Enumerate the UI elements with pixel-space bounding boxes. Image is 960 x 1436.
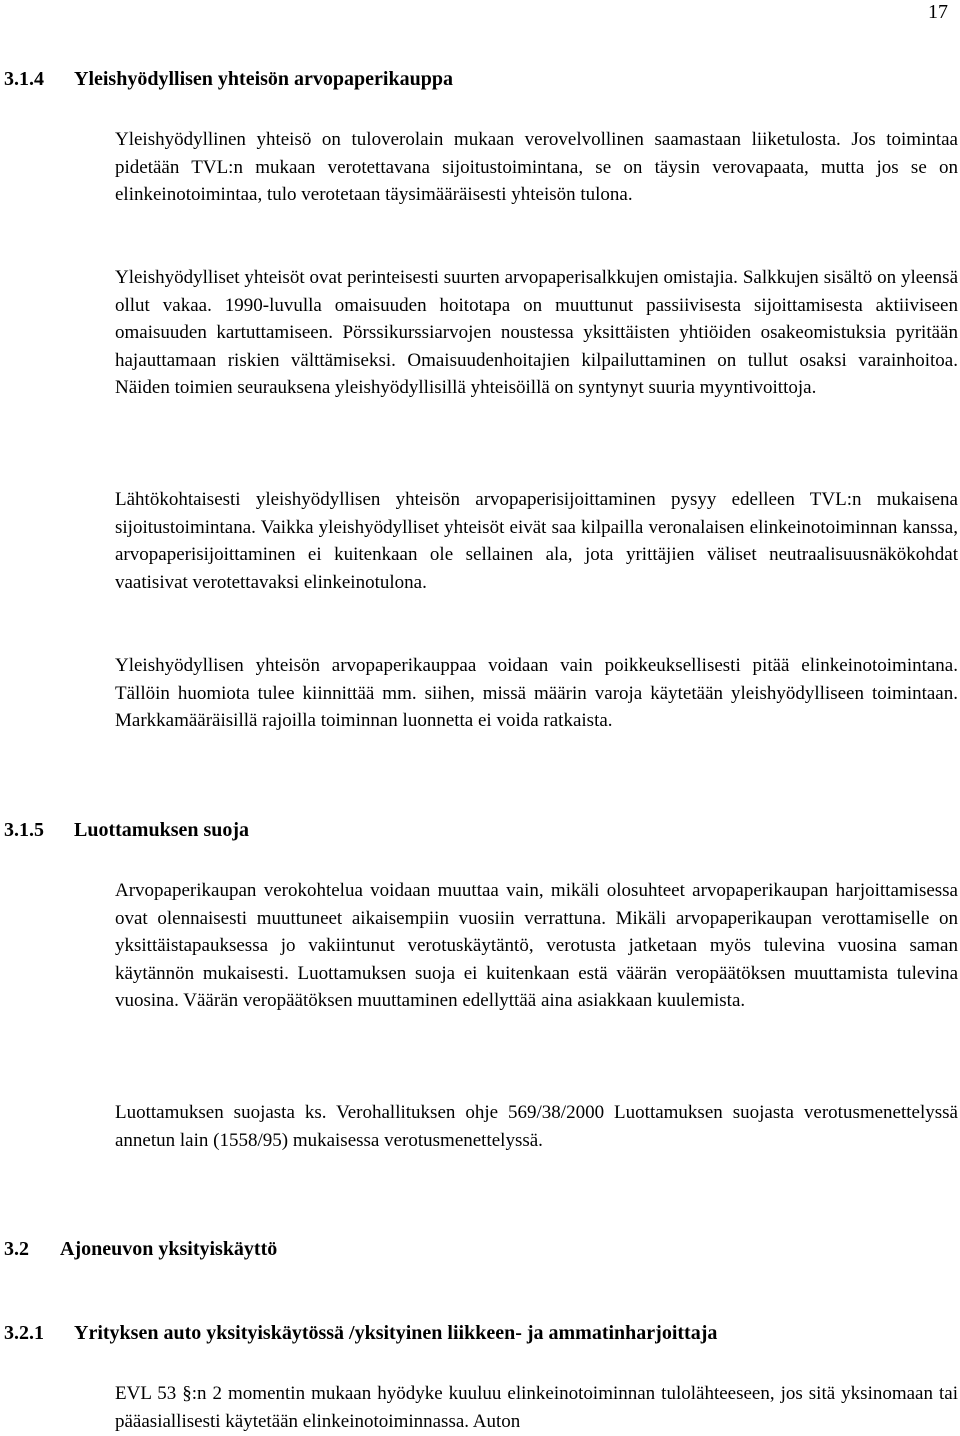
paragraph: Yleishyödylliset yhteisöt ovat perinteisesti suurten arvopaperisalkkujen omistajia. Salkkujen sisältö on yleensä ollut vakaa. 1990-luvulla omaisuuden hoitotapa on muuttunut passiivisesta sijoittamisesta aktiiviseen omaisuuden kartuttamiseen. Pörssikurssiarvojen noustessa yksittäisten yhtiöiden osakeomistuksia pyritään hajauttamaan riskien välttämiseksi. Omaisuudenhoitajien kilpailuttaminen on tullut osaksi varainhoitoa. Näiden toimien seurauksena yleishyödyllisillä yhteisöillä on syntynyt suuria myyntivoittoja. (115, 267, 958, 399)
paragraph: Arvopaperikaupan verokohtelua voidaan muuttaa vain, mikäli olosuhteet arvopaperikaupan harjoittamisessa ovat olennaisesti muuttuneet aikaisempiin vuosiin verrattuna. Mikäli arvopaperikaupan verottamiselle on yksittäistapauksessa jo vakiintunut verotuskäytäntö, verotusta jatketaan myös tulevina vuosina saman käytännön mukaisesti. Luottamuksen suoja ei kuitenkaan estä väärän veropäätöksen muuttamista tulevina vuosina. Väärän veropäätöksen muuttaminen edellyttää aina asiakkaan kuulemista. (115, 880, 958, 1012)
section-number: 3.2 (4, 1238, 29, 1260)
paragraph: Yleishyödyllisen yhteisön arvopaperikauppaa voidaan vain poikkeuksellisesti pitää elinkeinotoimintana. Tällöin huomiota tulee kiinnittää mm. siihen, missä määrin varoja käytetään yleishyödylliseen toimintaan. Markkamääräisillä rajoilla toiminnan luonnetta ei voida ratkaista. (115, 655, 958, 732)
section-title: Luottamuksen suoja (74, 819, 250, 841)
section-number: 3.1.4 (4, 68, 44, 90)
section-number: 3.1.5 (4, 819, 44, 841)
section-heading-3-2 (0, 1237, 277, 1261)
section-title: Ajoneuvon yksityiskäyttö (60, 1238, 278, 1260)
paragraph: Lähtökohtaisesti yleishyödyllisen yhteisön arvopaperisijoittaminen pysyy edelleen TVL:n mukaisena sijoitustoimintana. Vaikka yleishyödylliset yhteisöt eivät saa kilpailla veronalaisen elinkeinotoiminnan kanssa, arvopaperisijoittaminen ei kuitenkaan ole sellainen ala, jota yrittäjien väliset neutraalisuusnäkökohdat vaatisivat verotettavaksi elinkeinotulona. (115, 489, 958, 593)
section-title: Yleishyödyllisen yhteisön arvopaperikauppa (74, 68, 453, 90)
section-heading-3-1-4 (0, 67, 453, 91)
section-title: Yrityksen auto yksityiskäytössä /yksityinen liikkeen- ja ammatinharjoittaja (74, 1322, 718, 1344)
section-heading-3-1-5 (0, 818, 249, 842)
paragraph: Luottamuksen suojasta ks. Verohallituksen ohje 569/38/2000 Luottamuksen suojasta verotusmenettelyssä annetun lain (1558/95) mukaisessa verotusmenettelyssä. (115, 1102, 958, 1151)
paragraph: Yleishyödyllinen yhteisö on tuloverolain mukaan verovelvollinen saamastaan liiketulosta. Jos toimintaa pidetään TVL:n mukaan verotettavana sijoitustoimintana, se on täysin verovapaata, mutta jos se on elinkeinotoimintaa, tulo verotetaan täysimääräisesti yhteisön tulona. (115, 129, 958, 206)
paragraph: EVL 53 §:n 2 momentin mukaan hyödyke kuuluu elinkeinotoiminnan tulolähteeseen, jos sitä yksinomaan tai pääasiallisesti käytetään elinkeinotoiminnassa. Auton (115, 1383, 958, 1432)
section-number: 3.2.1 (4, 1322, 44, 1344)
page-number: 17 (928, 1, 948, 23)
section-heading-3-2-1 (0, 1321, 717, 1345)
